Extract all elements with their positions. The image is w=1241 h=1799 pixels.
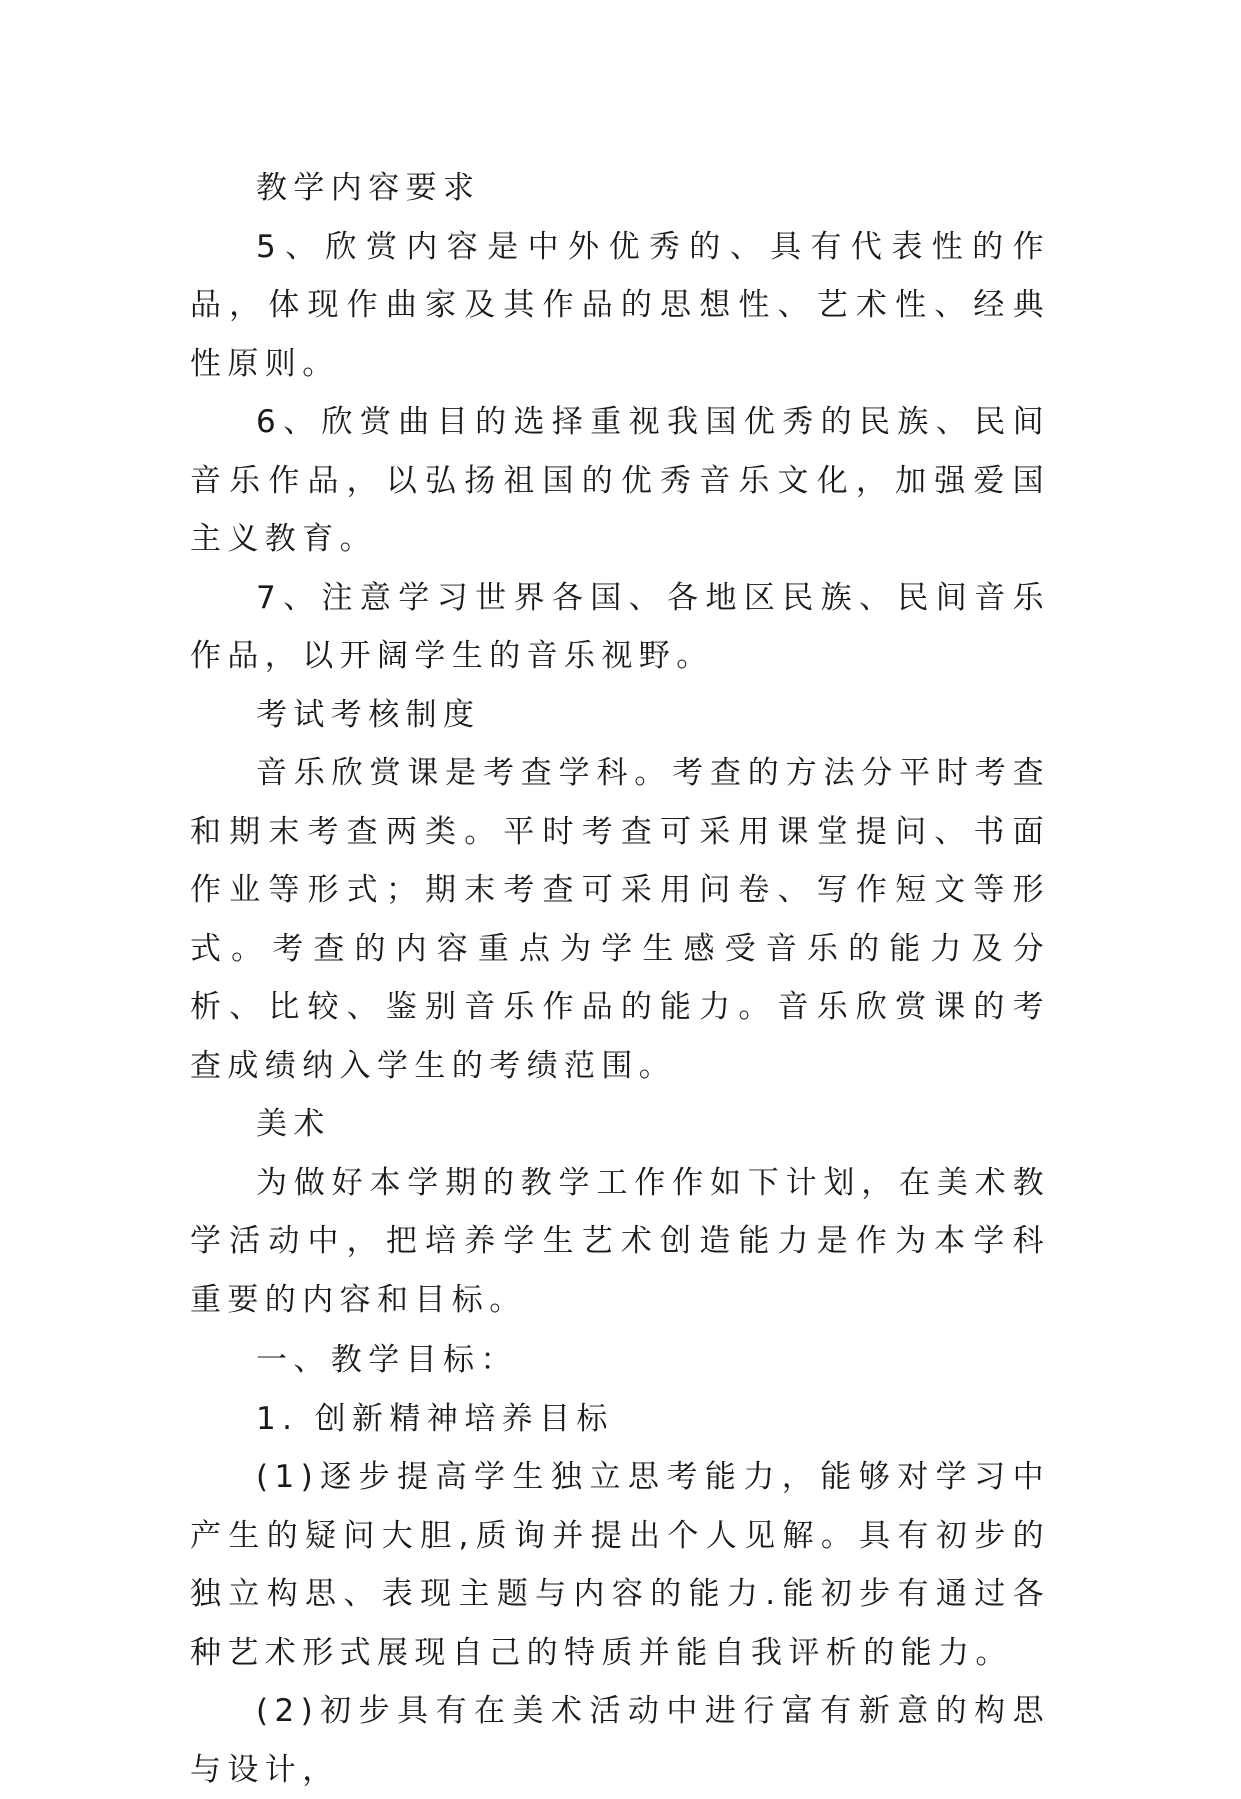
- document-body: [190, 159, 1050, 1799]
- subheading-innovation-goal: 1. 创新精神培养目标: [256, 1400, 614, 1437]
- paragraph-item-6: 6、欣赏曲目的选择重视我国优秀的民族、民间音乐作品，以弘扬祖国的优秀音乐文化，加强爱国主义教育。: [190, 404, 1050, 557]
- paragraph-art-plan: 为做好本学期的教学工作作如下计划，在美术教学活动中，把培养学生艺术创造能力是作为本学科重要的内容和目标。: [190, 1164, 1050, 1318]
- section-heading-exam-system: 考试考核制度: [256, 696, 481, 733]
- paragraph-exam-description: 音乐欣赏课是考查学科。考查的方法分平时考查和期末考查两类。平时考查可采用课堂提问、书面作业等形式；期末考查可采用问卷、写作短文等形式。考查的内容重点为学生感受音乐的能力及分析、比较、鉴别音乐作品的能力。音乐欣赏课的考查成绩纳入学生的考绩范围。: [190, 755, 1050, 1084]
- paragraph-item-7: 7、注意学习世界各国、各地区民族、民间音乐作品，以开阔学生的音乐视野。: [190, 579, 1050, 674]
- section-heading-teaching-goals: 一、教学目标：: [256, 1342, 518, 1378]
- paragraph-item-5: 5、欣赏内容是中外优秀的、具有代表性的作品，体现作曲家及其作品的思想性、艺术性、经典性原则。: [190, 228, 1050, 382]
- paragraph-goal-2: (2)初步具有在美术活动中进行富有新意的构思与设计，: [190, 1693, 1050, 1788]
- section-heading-art: 美术: [256, 1106, 331, 1142]
- section-heading-teaching-content: 教学内容要求: [256, 170, 481, 206]
- paragraph-goal-1: (1)逐步提高学生独立思考能力，能够对学习中产生的疑问大胆,质询并提出个人见解。具有初步的独立构思、表现主题与内容的能力.能初步有通过各种艺术形式展现自己的特质并能自我评析的能力。: [190, 1459, 1050, 1671]
